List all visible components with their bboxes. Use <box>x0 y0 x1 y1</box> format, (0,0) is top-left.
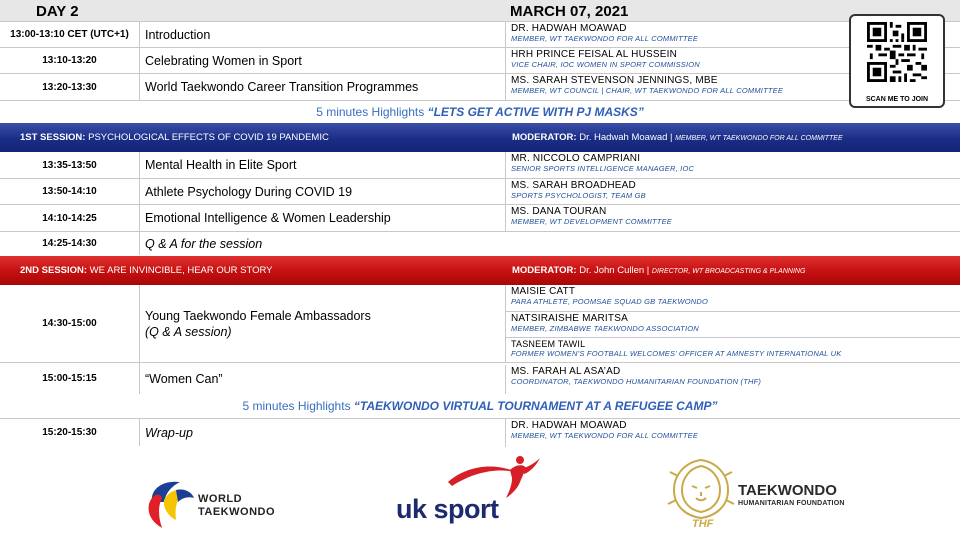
moderator-label: MODERATOR: <box>512 132 577 143</box>
agenda-row <box>0 232 960 255</box>
speaker <box>505 338 960 363</box>
row-time: 13:10-13:20 <box>0 48 140 73</box>
session-name: WE ARE INVINCIBLE, HEAR OUR STORY <box>87 265 273 276</box>
agenda-row <box>0 22 960 48</box>
speaker-role: MEMBER, WT TAEKWONDO FOR ALL COMMITTEE <box>511 34 699 43</box>
agenda-row <box>0 205 960 232</box>
row-topic: Athlete Psychology During COVID 19 <box>145 184 353 199</box>
row-topic: Celebrating Women in Sport <box>145 53 302 68</box>
agenda-row <box>0 418 960 446</box>
speaker-role: MEMBER, WT DEVELOPMENT COMMITTEE <box>511 217 672 226</box>
speaker-role: FORMER WOMEN’S FOOTBALL WELCOMES’ OFFICER AT AMNESTY INTERNATIONAL UK <box>511 349 842 358</box>
agenda-row <box>0 74 960 101</box>
row-time: 13:20-13:30 <box>0 74 140 100</box>
qr-code-panel[interactable] <box>849 14 945 108</box>
moderator-role: MEMBER, WT TAEKWONDO FOR ALL COMMITTEE <box>675 135 843 142</box>
qr-label: SCAN ME TO JOIN <box>865 96 929 103</box>
row-time: 14:10-14:25 <box>0 205 140 231</box>
session-moderator <box>512 132 843 143</box>
world-taekwondo-logo-icon <box>146 476 196 532</box>
qr-code-icon <box>867 22 927 82</box>
row-topic: World Taekwondo Career Transition Programmes <box>145 80 419 94</box>
speaker-role: MEMBER, ZIMBABWE TAEKWONDO ASSOCIATION <box>511 324 699 333</box>
speaker-name: MR. NICCOLO CAMPRIANI <box>511 153 641 164</box>
session-title <box>20 265 273 276</box>
speaker-role: SENIOR SPORTS INTELLIGENCE MANAGER, IOC <box>511 164 695 173</box>
speaker-role: SPORTS PSYCHOLOGIST, TEAM GB <box>511 191 646 200</box>
speaker-role: MEMBER, WT COUNCIL | CHAIR, WT TAEKWONDO FOR ALL COMMITTEE <box>511 86 784 95</box>
speaker-name: TASNEEM TAWIL <box>511 339 586 349</box>
speaker-name: MAISIE CATT <box>511 286 576 297</box>
speaker-name: MS. SARAH BROADHEAD <box>511 180 636 191</box>
speaker-name: MS. SARAH STEVENSON JENNINGS, MBE <box>511 75 718 86</box>
row-time: 15:00-15:15 <box>0 363 140 394</box>
speaker-name: HRH PRINCE FEISAL AL HUSSEIN <box>511 49 678 60</box>
moderator-label: MODERATOR: <box>512 265 577 276</box>
speaker <box>505 365 960 394</box>
session-label: 2ND SESSION: <box>20 265 88 276</box>
speaker-name: MS. FARAH AL ASA’AD <box>511 366 621 377</box>
thf-title: TAEKWONDO <box>738 482 837 499</box>
row-time: 13:50-14:10 <box>0 179 140 204</box>
highlight-banner <box>0 105 960 119</box>
speaker <box>505 419 960 447</box>
day-header <box>0 0 960 22</box>
highlight-prefix: 5 minutes Highlights <box>242 399 354 413</box>
moderator-name: Dr. John Cullen | <box>576 265 652 276</box>
thf-subtitle: HUMANITARIAN FOUNDATION <box>738 500 845 507</box>
highlight-title: “TAEKWONDO VIRTUAL TOURNAMENT AT A REFUGEE CAMP” <box>353 399 718 413</box>
row-time: 14:25-14:30 <box>0 232 140 255</box>
row-time: 15:20-15:30 <box>0 419 140 446</box>
row-topic: Introduction <box>145 27 211 42</box>
agenda-row <box>0 152 960 179</box>
row-topic: Q & A for the session <box>145 236 263 251</box>
session-label: 1ST SESSION: <box>20 132 86 143</box>
day-label: DAY 2 <box>36 3 79 20</box>
agenda-row <box>0 179 960 205</box>
speaker-role: MEMBER, WT TAEKWONDO FOR ALL COMMITTEE <box>511 431 699 440</box>
agenda-row <box>0 285 960 363</box>
speaker <box>505 152 960 179</box>
speaker-name: MS. DANA TOURAN <box>511 206 607 217</box>
world-taekwondo-wordmark <box>198 493 275 519</box>
row-time: 13:35-13:50 <box>0 152 140 178</box>
highlight-title: “LETS GET ACTIVE WITH PJ MASKS” <box>427 105 644 119</box>
speaker-name: DR. HADWAH MOAWAD <box>511 420 627 431</box>
speaker-name: NATSIRAISHE MARITSA <box>511 313 628 324</box>
speaker <box>505 285 960 311</box>
row-topic: “Women Can” <box>145 371 223 386</box>
highlight-prefix: 5 minutes Highlights <box>316 105 428 119</box>
row-topic-note: (Q & A session) <box>145 324 232 339</box>
row-topic: Emotional Intelligence & Women Leadership <box>145 211 391 225</box>
speaker <box>505 312 960 337</box>
session-moderator <box>512 265 805 276</box>
session-title <box>20 132 329 143</box>
speaker-role: VICE CHAIR, IOC WOMEN IN SPORT COMMISSION <box>511 60 700 69</box>
row-time: 13:00-13:10 CET (UTC+1) <box>0 22 140 47</box>
speaker <box>505 179 960 205</box>
agenda-row <box>0 48 960 74</box>
speaker <box>505 205 960 232</box>
agenda-row <box>0 363 960 394</box>
highlight-banner <box>0 399 960 413</box>
row-topic <box>145 285 500 362</box>
wt-line1: WORLD <box>198 493 243 505</box>
row-topic: Wrap-up <box>145 425 193 440</box>
moderator-role: DIRECTOR, WT BROADCASTING & PLANNING <box>651 268 806 275</box>
session-name: PSYCHOLOGICAL EFFECTS OF COVID 19 PANDEMIC <box>85 132 329 143</box>
row-topic: Mental Health in Elite Sport <box>145 158 297 172</box>
thf-mark: THF <box>692 518 714 530</box>
speaker-role: PARA ATHLETE, POOMSAE SQUAD GB TAEKWONDO <box>511 297 709 306</box>
wt-line2: TAEKWONDO <box>198 506 276 518</box>
speaker-name: DR. HADWAH MOAWAD <box>511 23 627 34</box>
row-topic-line: Young Taekwondo Female Ambassadors <box>145 308 371 323</box>
speaker-role: COORDINATOR, TAEKWONDO HUMANITARIAN FOUNDATION (THF) <box>511 377 762 386</box>
date-label: MARCH 07, 2021 <box>510 3 629 20</box>
row-time: 14:30-15:00 <box>0 285 140 362</box>
moderator-name: Dr. Hadwah Moawad | <box>576 132 676 143</box>
session-2-band <box>0 256 960 285</box>
uk-sport-wordmark: uk sport <box>396 494 499 524</box>
session-1-band <box>0 123 960 152</box>
